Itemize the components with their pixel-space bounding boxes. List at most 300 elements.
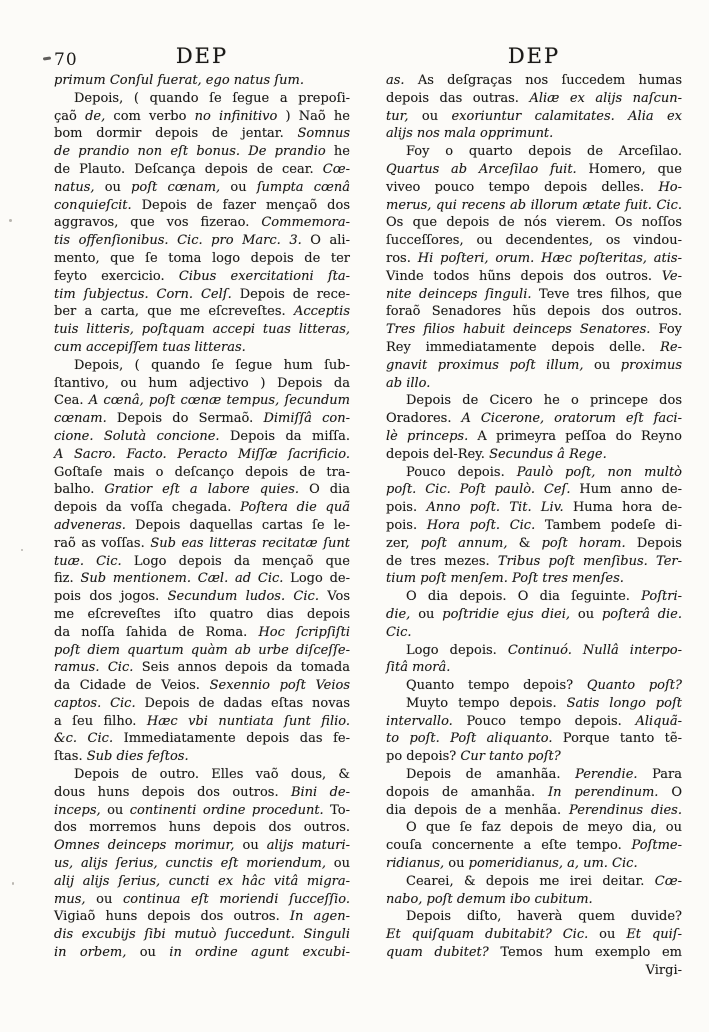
text-line	[54, 535, 350, 553]
text-line	[386, 161, 682, 179]
text-line	[386, 214, 682, 232]
italic-text-segment: poſterâ die.	[601, 606, 683, 622]
italic-text-segment: lè princeps.	[386, 428, 469, 444]
text-line	[386, 143, 682, 161]
italic-text-segment: alijs maturi-	[266, 838, 350, 854]
italic-text-segment: Secundus â Rege.	[489, 446, 607, 462]
scan-speck	[12, 882, 14, 885]
italic-text-segment: cione. Solutà concione.	[54, 428, 220, 444]
text-line	[54, 891, 350, 909]
text-line	[386, 695, 682, 713]
italic-text-segment: in orbem,	[54, 945, 127, 961]
italic-text-segment: Poſtme-	[631, 838, 682, 854]
text-line	[54, 553, 350, 571]
running-header-row	[0, 44, 709, 70]
roman-text-segment: me eſcreveſtes iſto quatro dias depois	[54, 606, 350, 622]
italic-text-segment: In agen-	[289, 909, 351, 925]
roman-text-segment: Depois daquellas cartas ſe le-	[125, 517, 350, 533]
text-line	[386, 624, 682, 642]
italic-text-segment: poſtridie ejus diei,	[442, 606, 571, 622]
text-line	[54, 250, 350, 268]
roman-text-segment: ou	[325, 856, 350, 872]
roman-text-segment: depois das outras.	[386, 90, 530, 106]
roman-text-segment: çaõ	[54, 108, 86, 124]
text-line	[54, 375, 350, 393]
italic-text-segment: Secundum ludos. Cic.	[167, 589, 319, 605]
roman-text-segment: ou	[94, 179, 132, 195]
italic-text-segment: tur,	[386, 108, 409, 124]
text-line	[54, 730, 350, 748]
italic-text-segment: Et quiſ-	[626, 927, 683, 943]
text-line	[386, 410, 682, 428]
roman-text-segment: viveo pouco tempo depois delles.	[386, 179, 659, 195]
roman-text-segment: O	[658, 784, 682, 800]
roman-text-segment: ſucceſſores, ou decendentes, os vindou-	[386, 233, 682, 249]
text-line	[386, 784, 682, 802]
italic-text-segment: Sexennio poſt Veios	[209, 678, 350, 694]
roman-text-segment: ou	[126, 945, 170, 961]
roman-text-segment: pois.	[386, 517, 427, 533]
text-line	[54, 143, 350, 161]
text-line	[386, 642, 682, 660]
italic-text-segment: Et quiſquam dubitabit? Cic.	[386, 927, 589, 943]
text-line	[386, 339, 682, 357]
text-line	[386, 908, 682, 926]
roman-text-segment: Foy o quarto depois de Arceſilao.	[406, 144, 682, 160]
text-line	[54, 624, 350, 642]
italic-text-segment: In perendinum.	[548, 784, 659, 800]
italic-text-segment: to poſt. Poſt aliquanto.	[386, 731, 553, 747]
text-line	[386, 588, 682, 606]
italic-text-segment: nabo, poſt demum ibo cubitum.	[386, 891, 593, 907]
roman-text-segment: Cearei, & depois me irei deitar.	[406, 873, 655, 889]
text-line	[386, 713, 682, 731]
text-line	[386, 659, 682, 677]
text-line	[54, 90, 350, 108]
roman-text-segment: feyto exercicio.	[54, 268, 179, 284]
text-line	[386, 197, 682, 215]
roman-text-segment: da Cidade de Veios.	[54, 678, 210, 694]
text-line	[386, 837, 682, 855]
italic-text-segment: poſt cœnam,	[131, 179, 221, 195]
italic-text-segment: Cic.	[386, 624, 412, 640]
roman-text-segment: Vinde todos hũns depois dos outros.	[386, 268, 662, 284]
text-line	[386, 303, 682, 321]
roman-text-segment: Depois, ( quando ſe ſegue hum ſub-	[74, 357, 350, 373]
italic-text-segment: alij alijs ſerius, cuncti ex hâc vitâ migra-	[54, 873, 350, 889]
italic-text-segment: Omnes deinceps morimur,	[54, 838, 235, 854]
italic-text-segment: poſt annum,	[420, 535, 508, 551]
text-line	[54, 766, 350, 784]
roman-text-segment: ou	[583, 357, 621, 373]
roman-text-segment: Vigiaõ huns depois dos outros.	[54, 909, 290, 925]
italic-text-segment: Re-	[660, 339, 682, 355]
text-line	[386, 748, 682, 766]
text-line	[54, 428, 350, 446]
running-header-left: DEP	[175, 44, 229, 68]
running-header-right: DEP	[507, 44, 561, 68]
text-line	[386, 535, 682, 553]
italic-text-segment: poſt diem quartum quàm ab urbe diſceſſe-	[54, 642, 350, 658]
roman-text-segment: Hum anno de-	[570, 482, 682, 498]
italic-text-segment: tium poſt menſem. Poſt tres menſes.	[386, 571, 624, 587]
roman-text-segment: zer,	[386, 535, 421, 551]
roman-text-segment: aggravos, que vos fizerao.	[54, 215, 262, 231]
text-line	[386, 250, 682, 268]
italic-text-segment: Satis longo poſt	[566, 695, 682, 711]
roman-text-segment: ſtas.	[54, 749, 87, 765]
roman-text-segment: Tambem podeſe di-	[535, 517, 682, 533]
italic-text-segment: tis offenſionibus. Cic. pro Marc. 3.	[54, 233, 302, 249]
roman-text-segment: Depois de dadas eſtas novas	[135, 695, 351, 711]
italic-text-segment: tuæ. Cic.	[54, 553, 122, 569]
roman-text-segment: Depois diſto, haverà quem duvide?	[406, 909, 682, 925]
roman-text-segment: Seis annos depois da tomada	[133, 660, 350, 676]
italic-text-segment: Acceptis	[293, 304, 350, 320]
italic-text-segment: tim ſubjectus. Corn. Celſ.	[54, 286, 232, 302]
italic-text-segment: Ve-	[661, 268, 682, 284]
text-line	[386, 72, 682, 90]
italic-text-segment: ſitâ morâ.	[386, 660, 451, 676]
italic-text-segment: Aliæ ex alijs naſcun-	[529, 90, 683, 106]
italic-text-segment: Perendinus dies.	[569, 802, 682, 818]
text-line	[386, 428, 682, 446]
roman-text-segment: de Plauto. Deſcança depois de cear.	[54, 161, 323, 177]
left-text-column	[54, 72, 350, 962]
text-line	[386, 179, 682, 197]
text-line	[386, 357, 682, 375]
text-line	[386, 286, 682, 304]
italic-text-segment: A Cicerone, oratorum eſt faci-	[461, 411, 682, 427]
italic-text-segment: conquieſcit.	[54, 197, 132, 213]
italic-text-segment: &c. Cic.	[54, 731, 114, 747]
italic-text-segment: Tres filios habuit deinceps Senatores.	[386, 322, 651, 338]
roman-text-segment: depois da voſſa chegada.	[54, 500, 241, 516]
roman-text-segment: Quanto tempo depois?	[406, 678, 587, 694]
text-line	[54, 410, 350, 428]
roman-text-segment: ber a carta, que me eſcreveſtes.	[54, 304, 294, 320]
roman-text-segment: Oradores.	[386, 411, 462, 427]
roman-text-segment: Logo depois.	[406, 642, 508, 658]
roman-text-segment: Pouco tempo depois.	[452, 713, 636, 729]
roman-text-segment: fiz.	[54, 571, 81, 587]
italic-text-segment: natus,	[54, 179, 95, 195]
text-line	[54, 339, 350, 357]
italic-text-segment: Anno poſt. Tit. Liv.	[426, 500, 564, 516]
text-line	[54, 659, 350, 677]
roman-text-segment: Teve tres filhos, que	[531, 286, 682, 302]
text-line	[54, 446, 350, 464]
text-line	[54, 232, 350, 250]
text-line	[386, 926, 682, 944]
italic-text-segment: Hora poſt. Cic.	[426, 517, 536, 533]
text-line	[54, 464, 350, 482]
italic-text-segment: mus,	[54, 891, 86, 907]
roman-text-segment: balho.	[54, 482, 105, 498]
text-line	[386, 90, 682, 108]
roman-text-segment: A primeyra peſſoa do Reyno	[468, 428, 682, 444]
italic-text-segment: Cœ-	[654, 873, 682, 889]
italic-text-segment: Cibus exercitationi ſta-	[178, 268, 350, 284]
italic-text-segment: no infinitivo	[194, 108, 278, 124]
roman-text-segment: Depois de Cicero he o princepe dos	[406, 393, 682, 409]
text-line	[54, 125, 350, 143]
text-line	[386, 108, 682, 126]
text-line	[54, 357, 350, 375]
text-line	[54, 321, 350, 339]
roman-text-segment: Para	[637, 767, 682, 783]
text-line	[386, 891, 682, 909]
italic-text-segment: poſt. Cic. Poſt paulò. Ceſ.	[386, 482, 571, 498]
italic-text-segment: as.	[386, 73, 405, 88]
roman-text-segment: Depois	[625, 535, 682, 551]
italic-text-segment: ramus. Cic.	[54, 660, 134, 676]
text-line	[54, 748, 350, 766]
text-line	[386, 268, 682, 286]
roman-text-segment: Logo depois da mençaõ que	[121, 553, 350, 569]
roman-text-segment: Foy	[650, 322, 682, 338]
roman-text-segment: Depois de outro. Elles vaõ dous, &	[74, 767, 350, 783]
italic-text-segment: adveneras.	[54, 517, 126, 533]
text-line	[386, 499, 682, 517]
text-line	[54, 214, 350, 232]
roman-text-segment: Logo de-	[283, 571, 350, 587]
text-line	[386, 446, 682, 464]
text-line	[386, 321, 682, 339]
italic-text-segment: quam dubitet?	[386, 945, 489, 961]
text-line	[54, 588, 350, 606]
text-line	[54, 855, 350, 873]
italic-text-segment: alijs nos mala opprimunt.	[386, 126, 554, 142]
text-line	[386, 392, 682, 410]
roman-text-segment: ou	[234, 838, 267, 854]
italic-text-segment: intervallo.	[386, 713, 453, 729]
roman-text-segment: dopois de amanhãa.	[386, 784, 549, 800]
italic-text-segment: Ho-	[658, 179, 682, 195]
roman-text-segment: Depois da miſſa.	[219, 428, 350, 444]
roman-text-segment: a ſeu filho.	[54, 713, 147, 729]
roman-text-segment: dia depois de a menhãa.	[386, 802, 570, 818]
text-line	[386, 802, 682, 820]
roman-text-segment: Depois do Sermaõ.	[106, 411, 264, 427]
roman-text-segment: Depois, ( quando ſe ſegue a prepoſi-	[74, 90, 350, 106]
text-line	[54, 570, 350, 588]
italic-text-segment: Paulò poſt, non multò	[516, 464, 682, 480]
italic-text-segment: A cœnâ, poſt cœnæ tempus, ſecundum	[88, 393, 350, 409]
text-line	[54, 908, 350, 926]
italic-text-segment: Aliquã-	[635, 713, 682, 729]
roman-text-segment: dous huns depois dos outros.	[54, 784, 291, 800]
roman-text-segment: Virgi-	[645, 962, 682, 978]
text-line	[386, 464, 682, 482]
italic-text-segment: dis excubijs ſibi mutuò ſuccedunt. Singuli	[54, 927, 350, 943]
roman-text-segment: Temos hum exemplo em	[488, 945, 682, 961]
roman-text-segment: Vos	[318, 589, 350, 605]
italic-text-segment: tuis litteris, poſtquam accepi tuas litteras,	[54, 322, 350, 338]
text-line	[54, 642, 350, 660]
roman-text-segment: ou	[408, 108, 452, 124]
roman-text-segment: depois del-Rey.	[386, 446, 490, 462]
roman-text-segment: couſa concernente a eſte tempo.	[386, 838, 632, 854]
roman-text-segment: foraõ Senadores hũs depois dos outros.	[386, 304, 682, 320]
roman-text-segment: Depois de amanhãa.	[406, 767, 576, 783]
text-line	[54, 606, 350, 624]
roman-text-segment: ou	[100, 802, 130, 818]
right-text-column	[386, 72, 682, 980]
roman-text-segment: Immediatamente depois das fe-	[113, 731, 350, 747]
roman-text-segment: O que ſe faz depois de meyo dia, ou	[406, 820, 682, 836]
roman-text-segment: com verbo	[105, 108, 195, 124]
page-number: 70	[54, 50, 78, 70]
text-line	[54, 481, 350, 499]
text-line	[386, 766, 682, 784]
italic-text-segment: Bini de-	[290, 784, 350, 800]
italic-text-segment: Perendie.	[575, 767, 638, 783]
italic-text-segment: cœnam.	[54, 411, 107, 427]
italic-text-segment: continua eſt moriendi ſucceſſio.	[122, 891, 350, 907]
text-line	[386, 819, 682, 837]
roman-text-segment: Pouco depois.	[406, 464, 517, 480]
text-line	[54, 873, 350, 891]
catchword	[386, 962, 682, 980]
italic-text-segment: Poſtri-	[641, 589, 682, 605]
italic-text-segment: Hoc ſcripſiſti	[258, 624, 351, 640]
italic-text-segment: proximus	[620, 357, 683, 373]
roman-text-segment: ou	[220, 179, 257, 195]
roman-text-segment: Depois de rece-	[231, 286, 350, 302]
roman-text-segment: Rey immediatamente depois delle.	[386, 339, 661, 355]
text-line	[386, 944, 682, 962]
roman-text-segment: Depois de fazer mençaõ dos	[131, 197, 350, 213]
text-line	[54, 677, 350, 695]
text-line	[54, 695, 350, 713]
italic-text-segment: pomeridianus, a, um. Cic.	[468, 856, 638, 872]
roman-text-segment: ou	[588, 927, 627, 943]
italic-text-segment: merus, qui recens ab illorum ætate fuit. Cic.	[386, 197, 682, 213]
italic-text-segment: Poſtera die quã	[240, 500, 350, 516]
roman-text-segment: pois dos jogos.	[54, 589, 168, 605]
roman-text-segment: Huma hora de-	[563, 500, 682, 516]
text-line	[54, 197, 350, 215]
text-line	[54, 784, 350, 802]
italic-text-segment: ab illo.	[386, 375, 431, 391]
italic-text-segment: ſumpta cœnâ	[256, 179, 350, 195]
roman-text-segment: raõ as voſſas.	[54, 535, 151, 551]
text-line	[54, 179, 350, 197]
italic-text-segment: Somnus	[297, 126, 350, 142]
text-line	[54, 837, 350, 855]
roman-text-segment: ou	[444, 856, 469, 872]
roman-text-segment: To-	[323, 802, 351, 818]
roman-text-segment: ) Naõ he	[277, 108, 350, 124]
text-line	[386, 606, 682, 624]
text-line	[386, 730, 682, 748]
roman-text-segment: ou	[410, 606, 443, 622]
italic-text-segment: A Sacro. Facto. Peracto Miſſæ ſacrificio.	[54, 446, 350, 462]
text-line	[386, 517, 682, 535]
roman-text-segment: ſtantivo, ou hum adjectivo ) Depois da	[54, 375, 350, 391]
text-line	[54, 517, 350, 535]
roman-text-segment: Os que depois de nós vierem. Os noſſos	[386, 215, 682, 231]
roman-text-segment: O dia	[299, 482, 351, 498]
text-line	[386, 553, 682, 571]
text-line	[54, 802, 350, 820]
text-line	[386, 570, 682, 588]
text-line	[54, 392, 350, 410]
text-line	[54, 713, 350, 731]
italic-text-segment: Hæc vbi nuntiata ſunt filio.	[146, 713, 350, 729]
text-line	[54, 161, 350, 179]
italic-text-segment: us, alijs ſerius, cunctis eſt moriendum,	[54, 856, 326, 872]
roman-text-segment: Cea.	[54, 393, 89, 409]
italic-text-segment: primum Conſul fuerat, ego natus ſum.	[54, 73, 304, 88]
roman-text-segment: O dia depois. O dia ſeguinte.	[406, 589, 642, 605]
italic-text-segment: Sub mentionem. Cæl. ad Cic.	[80, 571, 284, 587]
italic-text-segment: de prandio non eſt bonus. De prandio	[54, 144, 334, 160]
italic-text-segment: Tribus poſt menſibus. Ter-	[497, 553, 682, 569]
scan-speck	[21, 549, 23, 551]
text-line	[54, 72, 350, 90]
italic-text-segment: Cur tanto poſt?	[460, 749, 561, 765]
text-line	[54, 286, 350, 304]
text-line	[386, 125, 682, 143]
roman-text-segment: da noſſa ſahida de Roma.	[54, 624, 259, 640]
roman-text-segment: &	[507, 535, 542, 551]
italic-text-segment: Sub eas litteras recitatæ ſunt	[150, 535, 350, 551]
italic-text-segment: die,	[386, 606, 411, 622]
italic-text-segment: Quanto poſt?	[586, 678, 682, 694]
italic-text-segment: de,	[85, 108, 106, 124]
italic-text-segment: Hi poſteri, orum. Hæc poſteritas, atis-	[417, 250, 682, 266]
italic-text-segment: Gratior eſt a labore quies.	[104, 482, 300, 498]
roman-text-segment: ou	[570, 606, 602, 622]
italic-text-segment: cum accepiſſem tuas litteras.	[54, 339, 246, 355]
roman-text-segment: he	[333, 144, 350, 160]
roman-text-segment: dos morremos huns depois dos outros.	[54, 820, 350, 836]
text-line	[54, 303, 350, 321]
text-line	[386, 481, 682, 499]
italic-text-segment: poſt horam.	[541, 535, 626, 551]
roman-text-segment: de tres mezes.	[386, 553, 498, 569]
text-line	[386, 677, 682, 695]
italic-text-segment: Dimiſſâ con-	[263, 411, 350, 427]
italic-text-segment: Sub dies feſtos.	[86, 749, 189, 765]
roman-text-segment: Homero, que	[576, 161, 682, 177]
italic-text-segment: Commemora-	[261, 215, 350, 231]
italic-text-segment: captos. Cic.	[54, 695, 136, 711]
roman-text-segment: pois.	[386, 500, 427, 516]
roman-text-segment: As deſgraças nos ſuccedem humas	[404, 73, 682, 88]
roman-text-segment: ou	[85, 891, 123, 907]
text-line	[386, 232, 682, 250]
roman-text-segment: O ali-	[301, 233, 350, 249]
italic-text-segment: ridianus,	[386, 856, 445, 872]
roman-text-segment: mento, que ſe toma logo depois de ter	[54, 250, 350, 266]
scan-speck	[9, 219, 12, 222]
text-line	[54, 268, 350, 286]
text-line	[54, 499, 350, 517]
text-line	[54, 819, 350, 837]
italic-text-segment: exoriuntur calamitates. Alia ex	[451, 108, 683, 124]
italic-text-segment: continenti ordine procedunt.	[129, 802, 324, 818]
text-line	[54, 926, 350, 944]
italic-text-segment: Quartus ab Arceſilao fuit.	[386, 161, 577, 177]
italic-text-segment: inceps,	[54, 802, 101, 818]
italic-text-segment: in ordine agunt excubi-	[169, 945, 351, 961]
text-line	[386, 873, 682, 891]
text-line	[386, 855, 682, 873]
roman-text-segment: ros.	[386, 250, 418, 266]
